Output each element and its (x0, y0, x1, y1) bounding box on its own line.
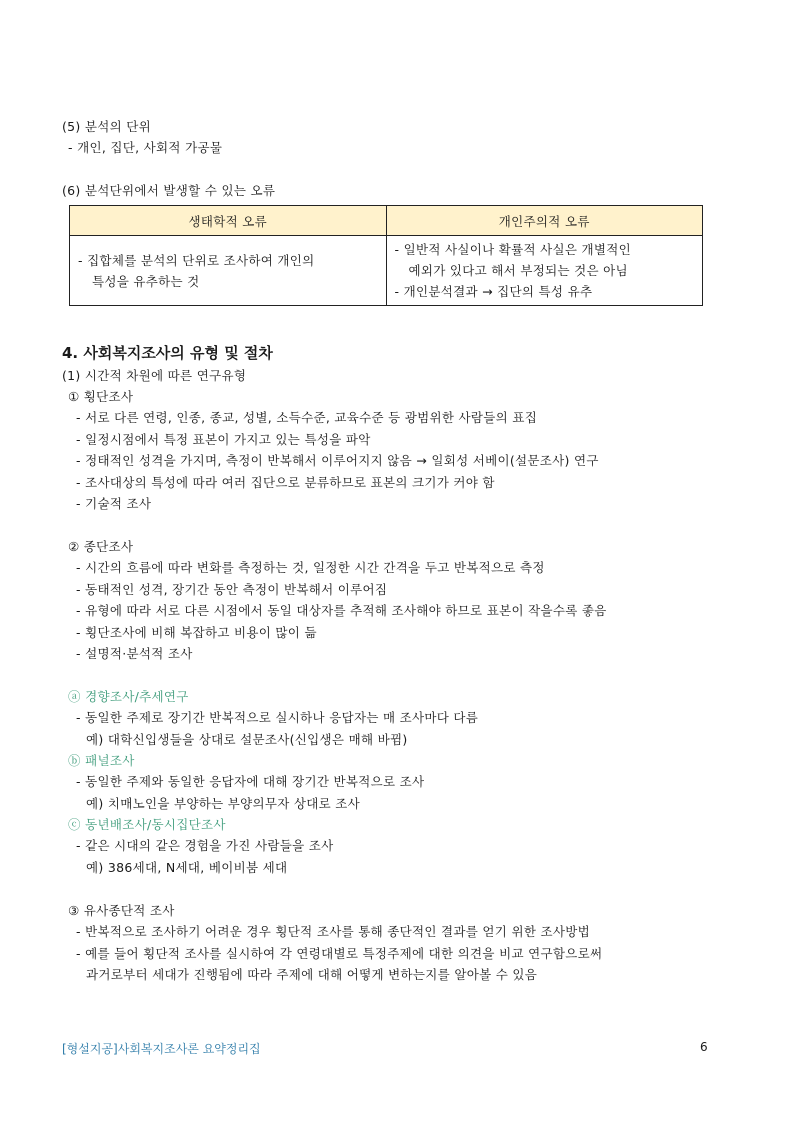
list-item: - 조사대상의 특성에 따라 여러 집단으로 분류하므로 표본의 크기가 커야 함 (76, 475, 495, 490)
list-item: - 횡단조사에 비해 복잡하고 비용이 많이 듦 (76, 625, 317, 640)
list-item: - 유형에 따라 서로 다른 시점에서 동일 대상자를 추적해 조사해야 하므로 표본이 작을수록 좋음 (76, 603, 607, 618)
individualistic-line-1: - 일반적 사실이나 확률적 사실은 개별적인 (394, 242, 632, 257)
section-6-heading: (6) 분석단위에서 발생할 수 있는 오류 (62, 183, 276, 198)
section-5-item: - 개인, 집단, 사회적 가공물 (68, 140, 223, 155)
example-item: 예) 대학신입생들을 상대로 설문조사(신입생은 매해 바뀜) (86, 732, 408, 747)
section-4-title: 4. 사회복지조사의 유형 및 절차 (62, 344, 273, 362)
individualistic-line-2: 예외가 있다고 해서 부정되는 것은 아님 (408, 263, 628, 278)
cross-sectional-heading: ① 횡단조사 (68, 389, 134, 404)
individualistic-fallacy-cell (386, 236, 703, 306)
subsection-1-heading: (1) 시간적 차원에 따른 연구유형 (62, 368, 247, 383)
page-number: 6 (700, 1040, 708, 1054)
list-item: - 서로 다른 연령, 인종, 종교, 성별, 소득수준, 교육수준 등 광범위한 사람들의 표집 (76, 410, 538, 425)
list-item: - 동일한 주제와 동일한 응답자에 대해 장기간 반복적으로 조사 (76, 774, 425, 789)
example-item: 예) 치매노인을 부양하는 부양의무자 상대로 조사 (86, 796, 361, 811)
ecological-line-2: 특성을 유추하는 것 (92, 273, 200, 289)
ecological-fallacy-cell (70, 236, 387, 306)
section-5-heading: (5) 분석의 단위 (62, 119, 152, 134)
pseudo-longitudinal-heading: ③ 유사종단적 조사 (68, 903, 175, 918)
individualistic-fallacy-header: 개인주의적 오류 (386, 206, 703, 236)
list-item: - 같은 시대의 같은 경험을 가진 사람들을 조사 (76, 838, 334, 853)
cohort-study-heading: ⓒ 동년배조사/동시집단조사 (68, 817, 226, 832)
list-item: - 설명적·분석적 조사 (76, 646, 193, 661)
ecological-fallacy-header: 생태학적 오류 (70, 206, 387, 236)
list-item: - 기술적 조사 (76, 496, 152, 511)
panel-study-heading: ⓑ 패널조사 (68, 753, 135, 768)
footer-title: [형설지공]사회복지조사론 요약정리집 (62, 1042, 261, 1056)
list-item: - 시간의 흐름에 따라 변화를 측정하는 것, 일정한 시간 간격을 두고 반복적으로 측정 (76, 560, 545, 575)
ecological-line-1: - 집합체를 분석의 단위로 조사하여 개인의 (78, 252, 315, 268)
longitudinal-heading: ② 종단조사 (68, 539, 134, 554)
list-item: - 동일한 주제로 장기간 반복적으로 실시하나 응답자는 매 조사마다 다름 (76, 710, 479, 725)
trend-study-heading: ⓐ 경향조사/추세연구 (68, 689, 189, 704)
list-item-continuation: 과거로부터 세대가 진행됨에 따라 주제에 대해 어떻게 변하는지를 알아볼 수 있음 (86, 967, 538, 982)
list-item: - 동태적인 성격, 장기간 동안 측정이 반복해서 이루어짐 (76, 582, 388, 597)
list-item: - 반복적으로 조사하기 어려운 경우 횡단적 조사를 통해 종단적인 결과를 얻기 위한 조사방법 (76, 924, 590, 939)
error-table (69, 205, 703, 306)
individualistic-line-3: - 개인분석결과 → 집단의 특성 유추 (394, 284, 593, 299)
example-item: 예) 386세대, N세대, 베이비붐 세대 (86, 860, 288, 875)
list-item: - 예를 들어 횡단적 조사를 실시하여 각 연령대별로 특정주제에 대한 의견을 비교 연구함으로써 (76, 946, 603, 961)
list-item: - 정태적인 성격을 가지며, 측정이 반복해서 이루어지지 않음 → 일회성 서베이(설문조사) 연구 (76, 453, 599, 468)
list-item: - 일정시점에서 특정 표본이 가지고 있는 특성을 파악 (76, 432, 371, 447)
